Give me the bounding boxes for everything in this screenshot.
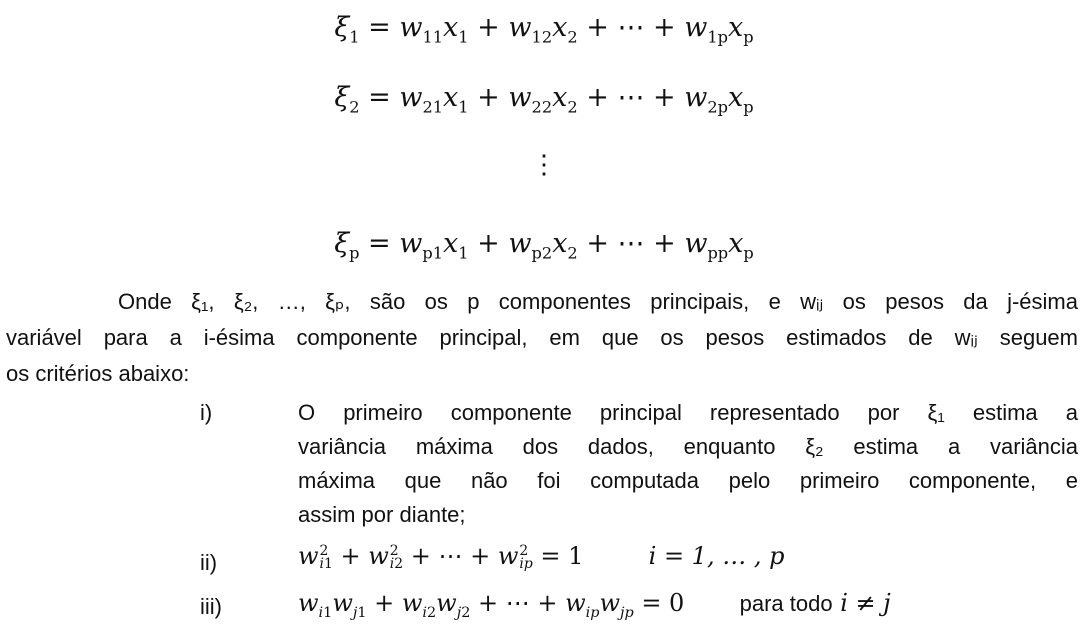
paragraph-line-1: Onde ξ₁, ξ₂, …, ξₚ, são os p componentes principais, e wᵢⱼ os pesos da j-ésima [118, 289, 1078, 314]
criterion-i-line-3: máxima que não foi computada pelo primeiro componente, e [298, 468, 1078, 493]
equation-xi-2: $\xi_2 = w_{21}x_1 + w_{22}x_2$ + ⋯ + $w_{2p}x_p$ [334, 82, 754, 117]
criterion-iii-formula: $w_{i1}w_{j1} + w_{i2}w_{j2}$ + ⋯ + $w_{ip}w_{jp} = 0$ para todo i ≠ j [298, 589, 891, 621]
criterion-label-ii: ii) [200, 550, 218, 575]
paragraph [6, 284, 1078, 392]
vertical-ellipsis: ⋮ [531, 150, 557, 180]
criterion-i-line-1: O primeiro componente principal representado por ξ₁ estima a [298, 400, 1078, 425]
equation-xi-p: $\xi_p = w_{p1}x_1 + w_{p2}x_2$ + ⋯ + $w_{pp}x_p$ [334, 228, 754, 263]
criterion-label-iii: iii) [200, 594, 222, 619]
equation-xi-1: $\xi_1 = w_{11}x_1 + w_{12}x_2$ + ⋯ + $w_{1p}x_p$ [334, 12, 754, 47]
criterion-ii-condition: i = 1, … , p [648, 542, 785, 570]
paragraph-line-2: variável para a i-ésima componente principal, em que os pesos estimados de wᵢⱼ seguem [6, 325, 1078, 350]
criterion-i-text [298, 396, 1078, 532]
criterion-ii-formula: w 2 i1 + w 2 i2 + ⋯ + w 2 ip = 1 i = 1, … , p [298, 542, 785, 572]
paragraph-line-3: os critérios abaixo: [6, 361, 190, 386]
criterion-label-i: i) [200, 400, 213, 425]
criterion-iii-condition: i ≠ j [840, 589, 891, 617]
criterion-i-line-2: variância máxima dos dados, enquanto ξ₂ estima a variância [298, 434, 1078, 459]
criterion-iii-condition-text: para todo [739, 591, 833, 616]
criterion-i-line-4: assim por diante; [298, 502, 466, 527]
